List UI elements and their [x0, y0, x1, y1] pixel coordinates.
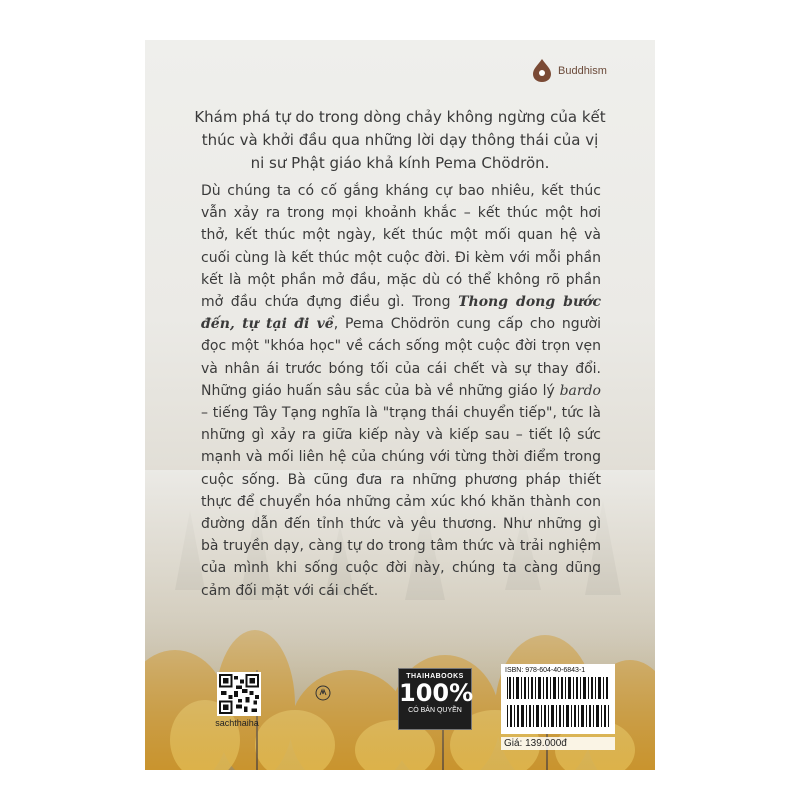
qr-code [217, 672, 261, 716]
book-title: Thong dong bước đến, tự tại đi về [201, 294, 602, 333]
barcode-icon [505, 677, 611, 729]
brand-label: Buddhism [558, 65, 607, 77]
description-part-2: , Pema Chödrön cung cấp cho người đọc một "khóa học" về cách sống một cuộc đời trọn vẹn và nhân ái trước bóng tối của cái chết và sự thay đổi. Những giáo huấn sâu sắc của bà về những giáo lý [201, 316, 601, 399]
badge-subtitle: CÓ BẢN QUYỀN [408, 707, 462, 714]
brand-tag [531, 58, 607, 84]
publisher-logo-icon [315, 685, 331, 701]
price-label: Giá: 139.000đ [501, 737, 615, 750]
barcode-block [501, 664, 615, 734]
description-part-1: Dù chúng ta có cố gắng kháng cự bao nhiêu, kết thúc vẫn xảy ra trong mọi khoảnh khắc – kết thúc một hơi thở, kết thúc một ngày, kết thúc một mối quan hệ và cuối cùng là kết thúc một cuộc đời. Đi kèm với mỗi phần kết là một phần mở đầu, mặc dù có thể không rõ phần mở đầu chứa đựng điều gì. Trong [201, 183, 601, 311]
intro-text: Khám phá tự do trong dòng chảy không ngừng của kết thúc và khởi đầu qua những lời dạy thông thái của vị ni sư Phật giáo khả kính Pema Chödrön. [194, 108, 606, 172]
badge-percent: 100% [399, 679, 474, 707]
isbn-text: ISBN: 978-604-40-6843-1 [505, 667, 586, 674]
qr-code-icon [219, 674, 259, 714]
bardo-term: bardo [559, 382, 601, 399]
qr-label: sachthaiha [215, 718, 259, 728]
description-part-3: – tiếng Tây Tạng nghĩa là "trạng thái chuyển tiếp", tức là những gì xảy ra giữa kiếp này và kiếp sau – tiết lộ sức mạnh và mối liên hệ của chúng với từng thời điểm trong cuộc sống. Bà cũng đưa ra những phương pháp thiết thực để chuyển hóa những cảm xúc khó khăn thành con đường dẫn đến tỉnh thức và yêu thương. Như những gì bà truyền dạy, càng tự do trong tâm thức và trải nghiệm của mình khi sống cuộc đời này, chúng ta càng dũng cảm đối mặt với cái chết. [201, 405, 601, 599]
badge-publisher: THAIHABOOKS [406, 673, 464, 680]
bodhi-leaf-icon [531, 58, 553, 84]
copyright-badge [398, 668, 472, 730]
description-text [201, 180, 601, 602]
book-back-cover [145, 40, 655, 770]
